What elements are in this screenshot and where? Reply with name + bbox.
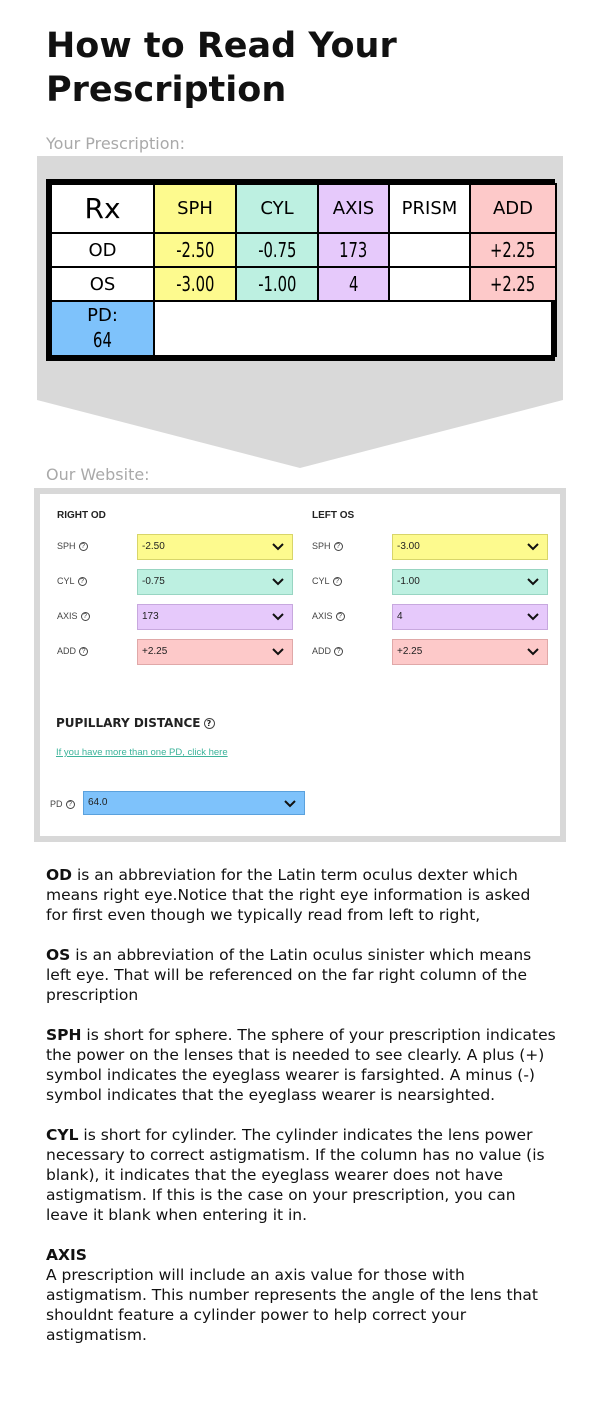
prescription-table [46, 179, 555, 361]
left-cyl-select[interactable]: -1.00 [392, 569, 548, 595]
chevron-down-icon [272, 535, 286, 559]
os-axis-cell: 4 [318, 267, 389, 301]
chevron-down-icon [527, 640, 541, 664]
help-icon[interactable]: ? [334, 647, 343, 656]
prism-header: PRISM [389, 184, 470, 233]
cyl-header: CYL [236, 184, 318, 233]
od-explanation: OD is an abbreviation for the Latin term oculus dexter which means right eye.Notice that the right eye information is asked for first even though we typically read from left to right, [46, 866, 531, 924]
multiple-pd-link[interactable]: If you have more than one PD, click here [56, 747, 228, 758]
help-icon[interactable]: ? [79, 647, 88, 656]
left-sph-select[interactable]: -3.00 [392, 534, 548, 560]
pupillary-distance-heading: PUPILLARY DISTANCE ? [56, 716, 215, 730]
help-icon[interactable]: ? [78, 577, 87, 586]
od-axis-cell: 173 [318, 233, 389, 267]
left-add-label: ADD ? [312, 646, 343, 656]
chevron-down-icon [272, 640, 286, 664]
os-explanation: OS is an abbreviation of the Latin oculus sinister which means left eye. That will be referenced on the far right column of the prescription [46, 946, 532, 1004]
explanations [46, 865, 556, 1365]
right-sph-label: SPH ? [57, 541, 88, 551]
od-cyl-cell: -0.75 [236, 233, 318, 267]
os-cyl-cell: -1.00 [236, 267, 318, 301]
chevron-down-icon [284, 792, 298, 814]
pd-cell [51, 301, 154, 356]
os-prism-cell [389, 267, 470, 301]
help-icon[interactable]: ? [333, 577, 342, 586]
chevron-down-icon [527, 605, 541, 629]
axis-explanation: AXIS A prescription will include an axis value for those with astigmatism. This number represents the angle of the lens that shouldnt feature a cylinder power to help correct your astigmatism. [46, 1246, 538, 1344]
right-sph-select[interactable]: -2.50 [137, 534, 293, 560]
os-add-cell: +2.25 [470, 267, 556, 301]
chevron-down-icon [272, 605, 286, 629]
os-sph-cell: -3.00 [154, 267, 236, 301]
add-header: ADD [470, 184, 556, 233]
right-od-heading: RIGHT OD [57, 510, 106, 521]
right-add-select[interactable]: +2.25 [137, 639, 293, 665]
od-prism-cell [389, 233, 470, 267]
sph-header: SPH [154, 184, 236, 233]
right-cyl-select[interactable]: -0.75 [137, 569, 293, 595]
od-add-cell: +2.25 [470, 233, 556, 267]
sph-explanation: SPH is short for sphere. The sphere of your prescription indicates the power on the lenses that is needed to see clearly. A plus (+) symbol indicates the eyeglass wearer is farsighted. A minus (-) symbol indicates that the eyeglass wearer is nearsighted. [46, 1026, 556, 1104]
rx-header: Rx [51, 184, 154, 233]
od-sph-cell: -2.50 [154, 233, 236, 267]
left-cyl-label: CYL ? [312, 576, 342, 586]
right-add-label: ADD ? [57, 646, 88, 656]
our-website-label: Our Website: [46, 465, 150, 484]
right-cyl-label: CYL ? [57, 576, 87, 586]
help-icon[interactable]: ? [81, 612, 90, 621]
chevron-down-icon [527, 535, 541, 559]
axis-header: AXIS [318, 184, 389, 233]
left-os-heading: LEFT OS [312, 510, 355, 521]
pd-select[interactable]: 64.0 [83, 791, 305, 815]
pd-label: PD: [87, 305, 118, 326]
left-sph-label: SPH ? [312, 541, 343, 551]
left-add-select[interactable]: +2.25 [392, 639, 548, 665]
website-panel [34, 488, 566, 842]
pd-value: 64 [93, 328, 112, 352]
help-icon[interactable]: ? [66, 800, 75, 809]
chevron-down-icon [527, 570, 541, 594]
help-icon[interactable]: ? [336, 612, 345, 621]
right-axis-label: AXIS ? [57, 611, 90, 621]
od-row-label: OD [51, 233, 154, 267]
help-icon[interactable]: ? [79, 542, 88, 551]
left-axis-label: AXIS ? [312, 611, 345, 621]
pd-select-label: PD ? [50, 799, 75, 809]
right-axis-select[interactable]: 173 [137, 604, 293, 630]
cyl-explanation: CYL is short for cylinder. The cylinder indicates the lens power necessary to correct astigmatism. If the column has no value (is blank), it indicates that the eyeglass wearer does not have astigmatism. If this is the case on your prescription, you can leave it blank when entering it in. [46, 1126, 545, 1224]
your-prescription-label: Your Prescription: [46, 134, 186, 153]
page-title: How to Read Your Prescription [46, 26, 397, 110]
help-icon[interactable]: ? [334, 542, 343, 551]
left-axis-select[interactable]: 4 [392, 604, 548, 630]
pd-blank-cell [154, 301, 556, 356]
chevron-down-icon [272, 570, 286, 594]
help-icon[interactable]: ? [204, 718, 215, 729]
os-row-label: OS [51, 267, 154, 301]
